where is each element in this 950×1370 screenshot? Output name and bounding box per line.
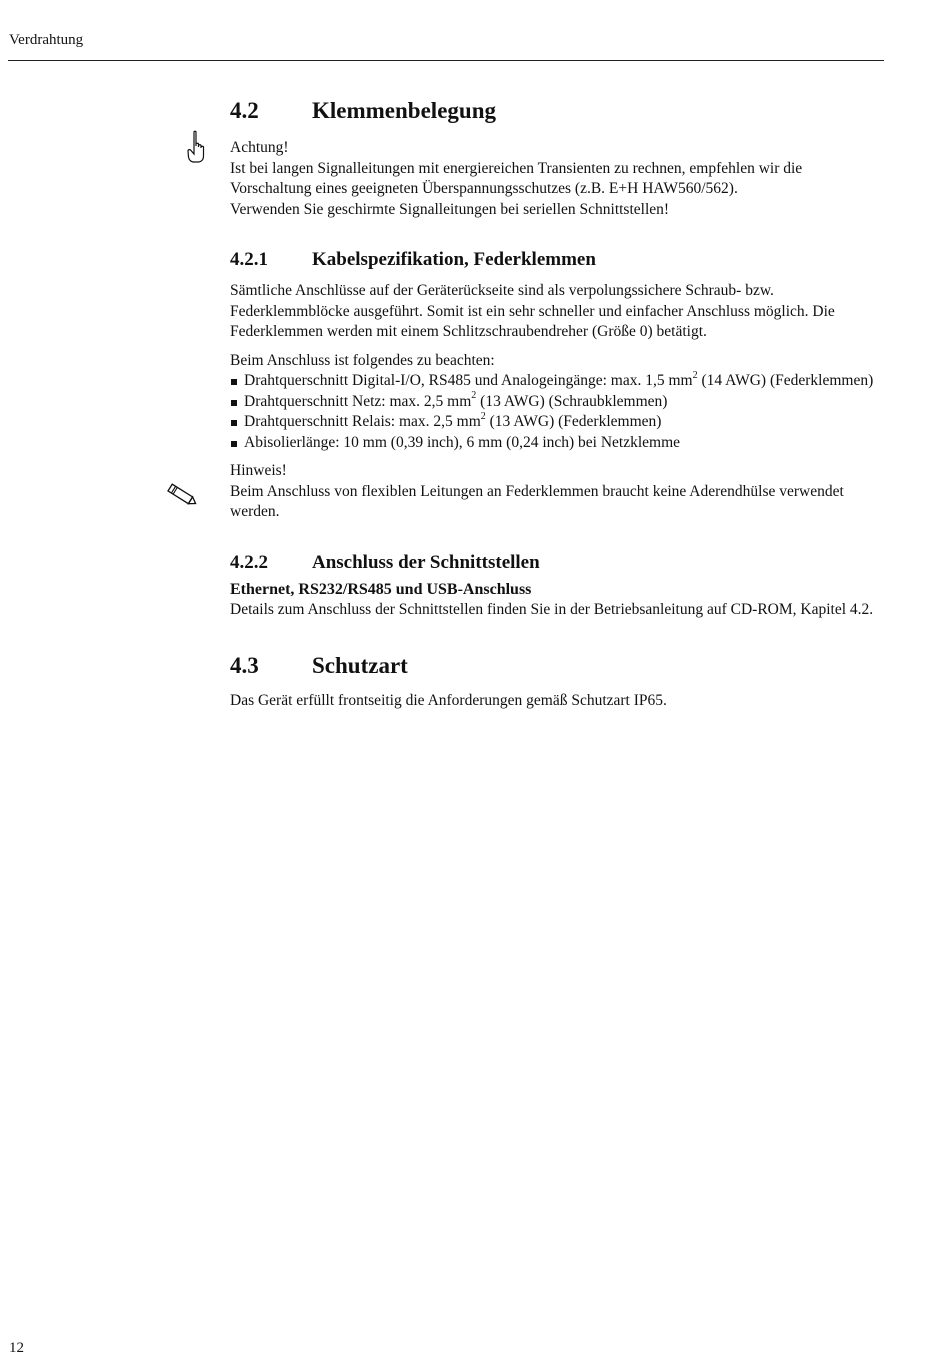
pencil-icon: [164, 480, 200, 510]
list-item: Abisolierlänge: 10 mm (0,39 inch), 6 mm (0,24 inch) bei Netzklemme: [230, 433, 884, 454]
caution-label: Achtung!: [230, 139, 289, 156]
list-item: Drahtquerschnitt Netz: max. 2,5 $mm^2$ (13 AWG) (Schraubklemmen): [230, 392, 884, 413]
pointing-hand-icon: [186, 130, 208, 164]
note-block: [230, 461, 884, 523]
list-item: Drahtquerschnitt Relais: max. 2,5 $mm^2$ (13 AWG) (Federklemmen): [230, 412, 884, 433]
section-heading-4-3: [230, 651, 884, 681]
interface-subheading: Ethernet, RS232/RS485 und USB-Anschluss: [230, 580, 532, 598]
section-title: Anschluss der Schnittstellen: [312, 551, 540, 573]
interface-text: Details zum Anschluss der Schnittstellen finden Sie in der Betriebsanleitung auf CD-ROM, Kapitel 4.2.: [230, 601, 874, 618]
section-title: Kabelspezifikation, Federklemmen: [312, 249, 596, 270]
page-number: 12: [9, 1340, 24, 1356]
note-label: Hinweis!: [230, 462, 287, 479]
section-heading-4-2-1: [230, 247, 884, 273]
protection-text: Das Gerät erfüllt frontseitig die Anforderungen gemäß Schutzart IP65.: [230, 691, 667, 709]
section-title: Schutzart: [312, 652, 408, 678]
caution-text-2: Verwenden Sie geschirmte Signalleitungen bei seriellen Schnittstellen!: [230, 200, 670, 218]
header-rule: [8, 60, 884, 61]
cable-spec-paragraph: Sämtliche Anschlüsse auf der Geräterückseite sind als verpolungssichere Schraub- bzw. Federklemmblöcke ausgeführt. Somit ist ein sehr schneller und einfacher Anschluss möglich. Die Federklemmen werden mit einem Schlitzschraubendreher (Größe 0) betätigt.: [230, 282, 835, 340]
running-header: Verdrahtung: [9, 32, 84, 48]
note-text: Beim Anschluss von flexiblen Leitungen an Federklemmen braucht keine Aderendhülse verwendet werden.: [230, 482, 844, 520]
section-heading-4-2: [230, 96, 884, 126]
caution-block: [230, 138, 884, 220]
connection-requirements-list: [230, 371, 884, 453]
section-number: 4.2: [230, 98, 259, 123]
caution-text: Ist bei langen Signalleitungen mit energiereichen Transienten zu rechnen, empfehlen wir die Vorschaltung eines geeigneten Überspannungsschutzes (z.B. E+H HAW560/562).: [230, 159, 803, 197]
connection-intro: Beim Anschluss ist folgendes zu beachten:: [230, 351, 495, 369]
list-item: Drahtquerschnitt Digital-I/O, RS485 und Analogeingänge: max. 1,5 $mm^2$ (14 AWG) (Federklemmen): [230, 371, 884, 392]
section-heading-4-2-2: [230, 550, 884, 576]
section-number: 4.2.1: [230, 249, 268, 270]
section-number: 4.3: [230, 652, 259, 678]
section-title: Klemmenbelegung: [312, 98, 496, 123]
section-number: 4.2.2: [230, 551, 268, 573]
page-content: [230, 96, 884, 711]
